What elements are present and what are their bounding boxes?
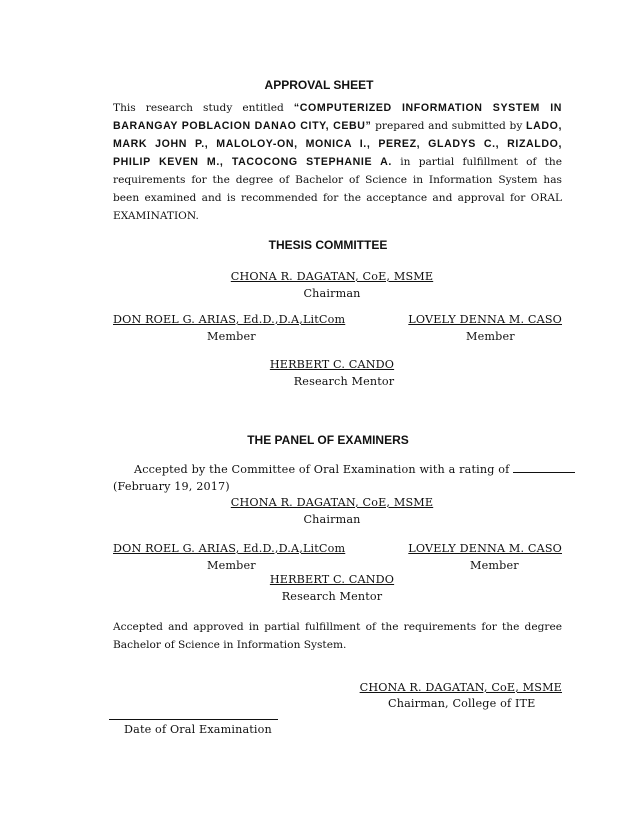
panel-date: (February 19, 2017) [113, 480, 230, 493]
committee-member1-name: DON ROEL G. ARIAS, Ed.D.,D.A,LitCom [113, 313, 346, 326]
panel-accepted-line [134, 462, 575, 476]
date-label: Date of Oral Examination [124, 723, 272, 736]
committee-mentor-role: Research Mentor [293, 375, 395, 388]
intro-text-1: This research study entitled [113, 102, 294, 114]
panel-chairman-role: Chairman [303, 513, 361, 526]
page-title: APPROVAL SHEET [264, 78, 374, 92]
panel-heading: THE PANEL OF EXAMINERS [247, 433, 409, 447]
author-list: LADO, MARK JOHN P., MALOLOY-ON, MONICA I., PEREZ, GLADYS C., RIZALDO, PHILIP KEVEN M., TACOCONG STEPHANIE A. [113, 120, 562, 168]
panel-chairman-name: CHONA R. DAGATAN, CoE, MSME [230, 496, 434, 509]
research-title: “COMPUTERIZED INFORMATION SYSTEM IN BARANGAY POBLACION DANAO CITY, CEBU” [113, 102, 563, 132]
committee-chairman-name: CHONA R. DAGATAN, CoE, MSME [230, 270, 434, 283]
panel-accepted-text: Accepted by the Committee of Oral Examination with a rating of [134, 463, 510, 476]
intro-text-2: prepared and submitted by [371, 120, 527, 132]
intro-text-3: in partial fulfillment of the requirements for the degree of Bachelor of Science in Information System has been examined and is recommended for the acceptance and approval for ORAL EXAMINATION. [113, 156, 562, 222]
panel-member2-role: Member [470, 559, 519, 572]
panel-member2-name: LOVELY DENNA M. CASO [408, 542, 562, 555]
panel-mentor-name: HERBERT C. CANDO [269, 573, 395, 586]
committee-chairman-role: Chairman [303, 287, 361, 300]
final-approval-text: Accepted and approved in partial fulfillment of the requirements for the degree Bachelor of Science in Information System. [113, 621, 562, 651]
final-signer-role: Chairman, College of ITE [388, 697, 536, 710]
committee-member2-role: Member [466, 330, 515, 343]
final-signer-name: CHONA R. DAGATAN, CoE, MSME [359, 681, 562, 694]
committee-heading: THESIS COMMITTEE [268, 238, 388, 252]
rating-blank-line [513, 462, 575, 473]
panel-member1-name: DON ROEL G. ARIAS, Ed.D.,D.A,LitCom [113, 542, 346, 555]
panel-member1-role: Member [207, 559, 256, 572]
intro-paragraph [113, 99, 562, 225]
committee-mentor-name: HERBERT C. CANDO [269, 358, 395, 371]
committee-member2-name: LOVELY DENNA M. CASO [408, 313, 562, 326]
panel-mentor-role: Research Mentor [281, 590, 383, 603]
date-signature-line [109, 719, 278, 720]
committee-member1-role: Member [207, 330, 256, 343]
